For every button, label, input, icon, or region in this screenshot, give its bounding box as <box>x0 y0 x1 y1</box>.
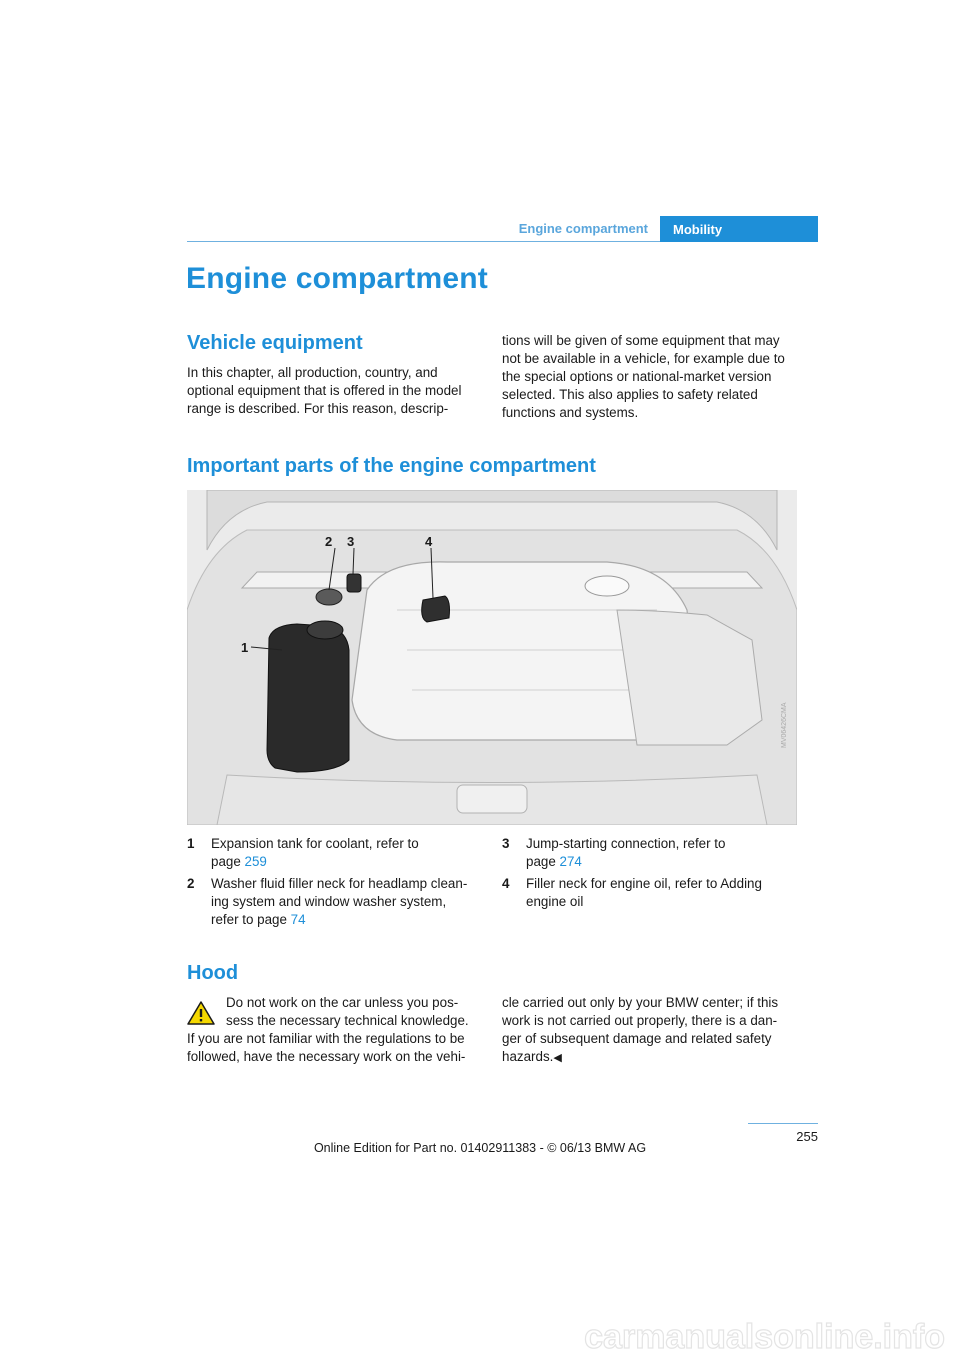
caption-number: 1 <box>187 836 195 851</box>
watermark-logo <box>0 1310 960 1358</box>
footer-rule <box>748 1123 818 1124</box>
text-line: range is described. For this reason, descrip- <box>187 401 449 416</box>
hood-warning-left <box>187 1030 487 1066</box>
text-line: optional equipment that is offered in the model <box>187 383 462 398</box>
caption-line: Washer fluid filler neck for headlamp clean- <box>211 876 468 891</box>
vehicle-equipment-heading: Vehicle equipment <box>187 332 363 354</box>
text-line: hazards. <box>502 1049 554 1064</box>
svg-text:carmanualsonline.info: carmanualsonline.info <box>584 1318 945 1356</box>
warning-icon <box>187 1000 215 1026</box>
caption-line: Jump-starting connection, refer to <box>526 836 726 851</box>
watermark-svg <box>0 1310 960 1358</box>
text-line: cle carried out only by your BMW center; if this <box>502 995 779 1010</box>
important-parts-heading: Important parts of the engine compartment <box>187 455 596 477</box>
caption-line: Expansion tank for coolant, refer to <box>211 836 419 851</box>
hood-warning-indented <box>226 994 488 1030</box>
hood-heading: Hood <box>187 962 239 984</box>
page-link-259[interactable]: 259 <box>244 854 267 869</box>
caption-line: ing system and window washer system, <box>211 894 447 909</box>
page-link-74[interactable]: 74 <box>290 912 306 927</box>
header-chapter-tab: Mobility <box>660 216 818 242</box>
caption-line: refer to page <box>211 912 291 927</box>
caption-line: engine oil <box>526 894 584 909</box>
figure-label-3: 3 <box>347 534 355 549</box>
caption-number: 3 <box>502 836 510 851</box>
text-line: tions will be given of some equipment that may <box>502 333 780 348</box>
text-line: sess the necessary technical knowledge. <box>226 1013 469 1028</box>
figure-code: MV06426CMA <box>781 702 788 748</box>
caption-line: Filler neck for engine oil, refer to Adding <box>526 876 762 891</box>
vehicle-equipment-text-right <box>502 332 802 422</box>
page-number: 255 <box>796 1129 818 1144</box>
page-title: Engine compartment <box>186 262 488 295</box>
text-line: If you are not familiar with the regulations to be <box>187 1031 465 1046</box>
hood-warning-right <box>502 994 802 1067</box>
text-line: the special options or national-market version <box>502 369 772 384</box>
text-line: ger of subsequent damage and related safety <box>502 1031 772 1046</box>
text-line: work is not carried out properly, there is a dan- <box>502 1013 778 1028</box>
end-mark: ◀ <box>553 1052 562 1064</box>
text-line: Do not work on the car unless you pos- <box>226 995 459 1010</box>
engine-drawing <box>187 490 797 825</box>
caption-number: 4 <box>502 876 510 891</box>
text-line: In this chapter, all production, country, and <box>187 365 438 380</box>
text-line: not be available in a vehicle, for example due to <box>502 351 785 366</box>
vehicle-equipment-text-left <box>187 364 482 418</box>
caption-line: page <box>526 854 560 869</box>
page-link-274[interactable]: 274 <box>559 854 582 869</box>
text-line: selected. This also applies to safety related <box>502 387 758 402</box>
warning-triangle <box>187 1000 215 1026</box>
edition-note: Online Edition for Part no. 01402911383 - © 06/13 BMW AG <box>313 1141 647 1155</box>
caption-line: page <box>211 854 245 869</box>
figure-label-1: 1 <box>241 640 249 655</box>
caption-number: 2 <box>187 876 195 891</box>
engine-compartment-illustration <box>187 490 797 825</box>
text-line: functions and systems. <box>502 405 639 420</box>
text-line: followed, have the necessary work on the vehi- <box>187 1049 466 1064</box>
figure-label-4: 4 <box>425 534 433 549</box>
header-section-title: Engine compartment <box>518 221 648 236</box>
figure-label-2: 2 <box>325 534 333 549</box>
